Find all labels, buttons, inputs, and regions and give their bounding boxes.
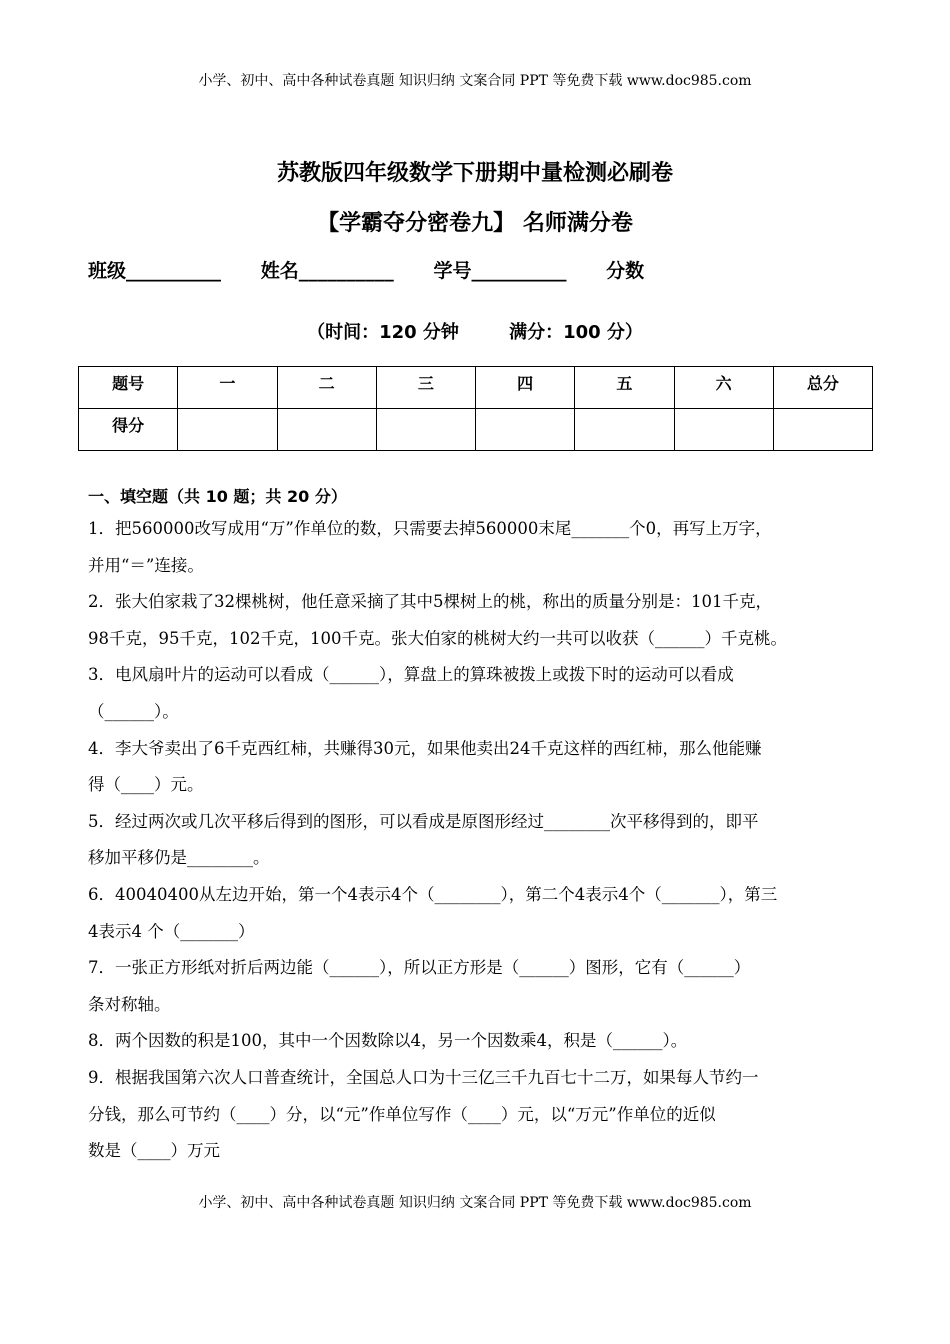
section-title: 一、填空题（共 10 题；共 20 分） [88, 487, 347, 506]
question-line: 1．把560000改写成用“万”作单位的数，只需要去掉560000末尾_______个0，再写上万字， [88, 519, 772, 538]
question-line: 条对称轴。 [88, 994, 171, 1014]
time-score-line: （时间：120 分钟 满分：100 分） [307, 322, 643, 343]
score-cell [277, 409, 376, 451]
score-cell [773, 409, 872, 451]
question-line: 7．一张正方形纸对折后两边能（______），所以正方形是（______）图形，它有（______） [88, 958, 751, 978]
score-table [78, 366, 873, 451]
question-line: 移加平移仍是________。 [88, 848, 270, 868]
question-line: 98千克，95千克，102千克，100千克。张大伯家的桃树大约一共可以收获（______）千克桃。 [88, 628, 787, 648]
table-header-row [79, 367, 873, 409]
question-line: 2．张大伯家栽了32棵桃树，他任意采摘了其中5棵树上的桃，称出的质量分别是：101千克， [88, 592, 772, 612]
header-banner: 小学、初中、高中各种试卷真题 知识归纳 文案合同 PPT 等免费下载 www.doc985.com [198, 73, 752, 89]
question-line: 6．40040400从左边开始，第一个4表示4个（________），第二个4表示4个（_______），第三 [88, 884, 778, 904]
question-line: 4表示4 个（_______） [88, 921, 255, 941]
exam-subtitle: 【学霸夺分密卷九】 名师满分卷 [317, 211, 633, 236]
table-header-cell: 六 [674, 367, 773, 409]
question-line: 得（____）元。 [88, 775, 204, 795]
question-line: 分钱，那么可节约（____）分，以“元”作单位写作（____）元，以“万元”作单位的近似 [88, 1104, 716, 1124]
table-header-cell: 总分 [773, 367, 872, 409]
table-header-cell: 四 [476, 367, 575, 409]
question-line: 数是（____）万元 [88, 1141, 220, 1161]
question-line: 8．两个因数的积是100，其中一个因数除以4，另一个因数乘4，积是（______）。 [88, 1031, 688, 1051]
table-header-cell: 一 [178, 367, 277, 409]
score-cell [674, 409, 773, 451]
question-list [88, 516, 878, 1175]
question-line: （______）。 [88, 701, 179, 721]
score-cell [178, 409, 277, 451]
question-line: 5．经过两次或几次平移后得到的图形，可以看成是原图形经过________次平移得到的，即平 [88, 811, 759, 831]
score-cell [476, 409, 575, 451]
name-field: 姓名__________ [260, 260, 394, 282]
exam-title: 苏教版四年级数学下册期中量检测必刷卷 [276, 161, 673, 186]
table-header-cell: 二 [277, 367, 376, 409]
class-field: 班级__________ [88, 260, 222, 282]
table-header-cell: 三 [376, 367, 475, 409]
table-score-row [79, 409, 873, 451]
table-header-cell: 五 [575, 367, 674, 409]
question-line: 9．根据我国第六次人口普查统计，全国总人口为十三亿三千九百七十二万，如果每人节约一 [88, 1067, 759, 1087]
question-line: 4．李大爷卖出了6千克西红柿，共赚得30元，如果他卖出24千克这样的西红柿，那么他能赚 [88, 738, 762, 758]
score-field: 分数 [606, 260, 645, 282]
id-field: 学号__________ [433, 260, 567, 282]
table-header-cell: 题号 [79, 367, 178, 409]
question-line: 并用“＝”连接。 [88, 555, 204, 575]
table-row-label: 得分 [79, 409, 178, 451]
score-cell [376, 409, 475, 451]
question-line: 3．电风扇叶片的运动可以看成（______），算盘上的算珠被拨上或拨下时的运动可以看成 [88, 665, 734, 685]
footer-banner: 小学、初中、高中各种试卷真题 知识归纳 文案合同 PPT 等免费下载 www.doc985.com [198, 1195, 752, 1211]
score-cell [575, 409, 674, 451]
student-info [88, 256, 644, 283]
